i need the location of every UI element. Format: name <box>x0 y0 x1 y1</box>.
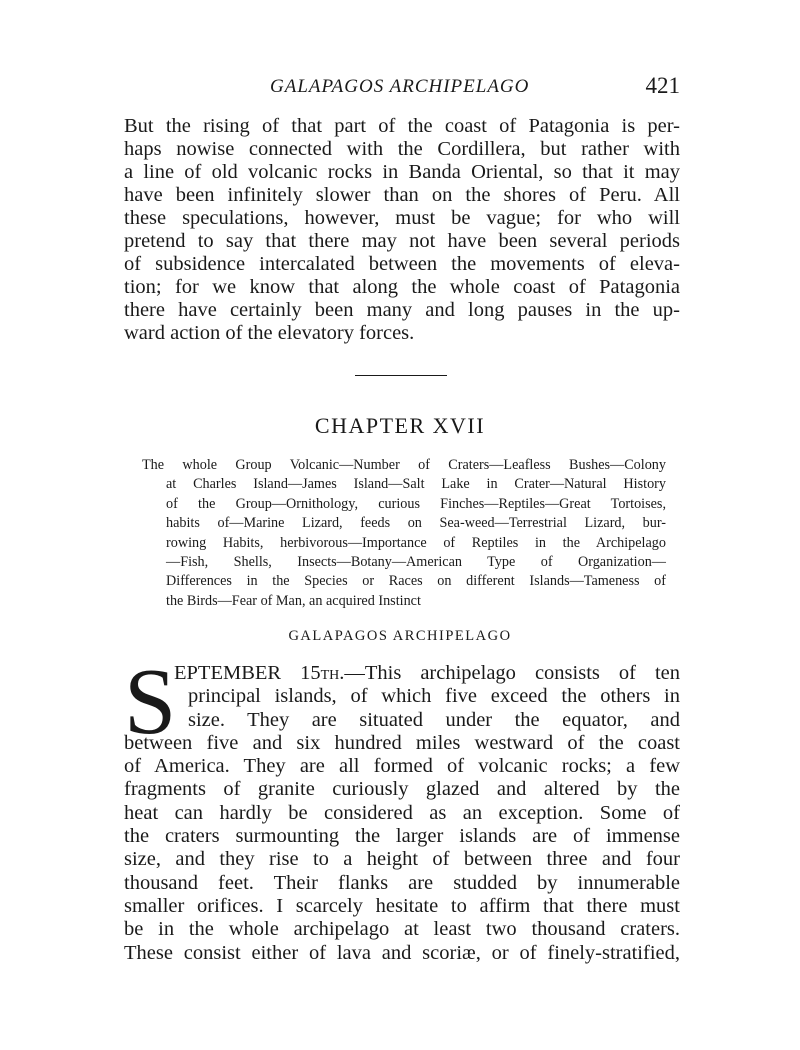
text-line: these speculations, however, must be vague; for who will <box>124 207 680 229</box>
synopsis-line: the Birds—Fear of Man, an acquired Instinct <box>166 592 421 609</box>
text-line: be in the whole archipelago at least two thousand craters. <box>124 918 680 941</box>
text-line: smaller orifices. I scarcely hesitate to affirm that there must <box>124 894 680 917</box>
first-line-start: EPTEMBER <box>174 662 301 684</box>
text-line: fragments of granite curiously glazed and altered by the <box>124 778 680 801</box>
chapter-synopsis <box>142 456 666 611</box>
text-line: But the rising of that part of the coast of Patagonia is per- <box>124 115 680 137</box>
text-line: the craters surmounting the larger islands are of immense <box>124 825 680 848</box>
synopsis-line: Differences in the Species or Races on different Islands—Tameness of <box>166 573 666 590</box>
synopsis-line: The whole Group Volcanic—Number of Craters—Leafless Bushes—Colony <box>142 457 666 473</box>
text-line: of subsidence intercalated between the movements of eleva- <box>124 253 680 275</box>
main-paragraph <box>124 650 680 965</box>
first-line-end: .—This archipelago consists of ten <box>339 662 680 684</box>
text-line: size. They are situated under the equator, and <box>188 708 680 731</box>
section-divider <box>355 375 447 376</box>
text-line: principal islands, of which five exceed the others in <box>188 685 680 708</box>
text-line: a line of old volcanic rocks in Banda Oriental, so that it may <box>124 161 680 183</box>
text-line: tion; for we know that along the whole coast of Patagonia <box>124 276 680 298</box>
text-line: pretend to say that there may not have been several periods <box>124 230 680 252</box>
text-line: have been infinitely slower than on the shores of Peru. All <box>124 184 680 206</box>
text-line: of America. They are all formed of volcanic rocks; a few <box>124 755 680 778</box>
text-line: heat can hardly be considered as an exception. Some of <box>124 801 680 824</box>
page-number: 421 <box>645 73 680 98</box>
synopsis-line: rowing Habits, herbivorous—Importance of Reptiles in the Archipelago <box>166 534 666 551</box>
date-text: 15th <box>300 662 340 684</box>
running-head <box>120 73 680 102</box>
synopsis-line: at Charles Island—James Island—Salt Lake in Crater—Natural History <box>166 476 666 493</box>
text-line: ward action of the elevatory forces. <box>124 322 415 344</box>
intro-paragraph <box>124 115 680 345</box>
synopsis-line: —Fish, Shells, Insects—Botany—American Type of Organization— <box>166 554 666 571</box>
chapter-title: CHAPTER XVII <box>314 413 486 438</box>
running-head-title: GALAPAGOS ARCHIPELAGO <box>270 76 530 97</box>
drop-cap: S <box>124 650 177 754</box>
synopsis-line: of the Group—Ornithology, curious Finches—Reptiles—Great Tortoises, <box>166 495 666 512</box>
text-line: size, and they rise to a height of between three and four <box>124 848 680 871</box>
section-title: GALAPAGOS ARCHIPELAGO <box>288 628 512 644</box>
synopsis-line: habits of—Marine Lizard, feeds on Sea-weed—Terrestrial Lizard, bur- <box>166 515 666 532</box>
text-line: These consist either of lava and scoriæ, or of finely-stratified, <box>124 941 680 964</box>
text-line <box>124 662 680 685</box>
text-line: thousand feet. Their flanks are studded by innumerable <box>124 871 680 894</box>
text-line: there have certainly been many and long pauses in the up- <box>124 299 680 321</box>
text-line: haps nowise connected with the Cordillera, but rather with <box>124 138 680 160</box>
text-line: between five and six hundred miles westward of the coast <box>124 731 680 754</box>
